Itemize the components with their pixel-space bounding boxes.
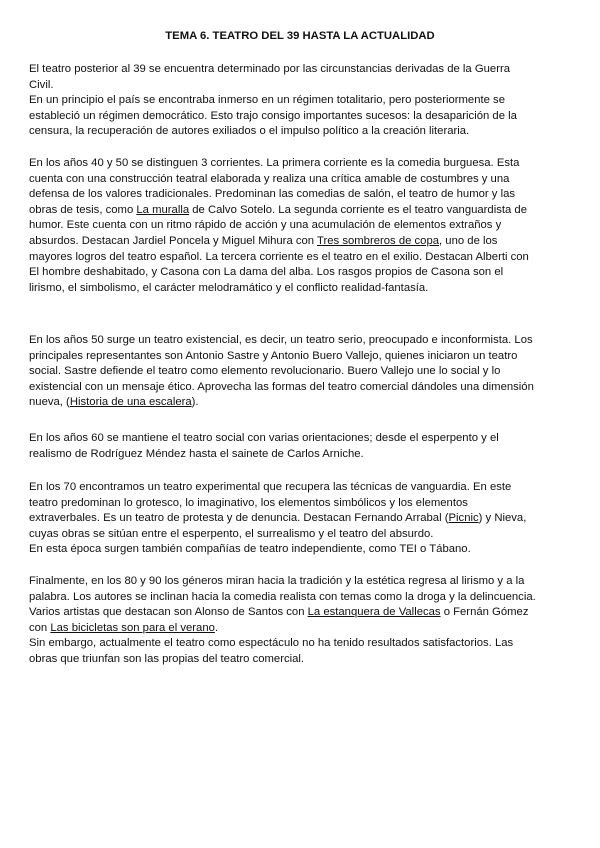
paragraph-60s — [29, 431, 577, 462]
text-run: palabra. Los autores se inclinan hacia la comedia realista con temas como la droga y la delincuencia. — [29, 590, 536, 603]
text-run: En esta época surgen también compañías de teatro independiente, como TEI o Tábano. — [29, 543, 471, 556]
text-line — [29, 652, 577, 668]
text-line — [29, 480, 577, 496]
text-run: principales representantes son Antonio Sastre y Antonio Buero Vallejo, quienes iniciaron un teatro — [29, 349, 518, 362]
text-run: ) y Nieva, — [478, 512, 527, 525]
text-run: . — [214, 621, 219, 634]
text-line — [29, 265, 577, 281]
work-title-historia-escalera: Historia de una escalera — [69, 396, 192, 409]
text-line — [29, 447, 577, 463]
text-run: Finalmente, en los 80 y 90 los géneros miran hacia la tradición y la estética regresa al lirismo y a la — [29, 575, 525, 587]
text-run: nueva, ( — [29, 396, 70, 409]
text-line — [29, 621, 577, 637]
text-line — [29, 109, 577, 125]
text-line — [29, 380, 577, 396]
paragraph-intro — [29, 62, 577, 140]
text-run: censura, la recuperación de autores exiliados o el impulso político a la creación literaria. — [29, 125, 470, 138]
text-run: estableció un régimen democrático. Esto trajo consigo importantes sucesos: la desaparición de la — [29, 109, 517, 122]
text-line — [29, 431, 577, 447]
work-title-la-muralla: La muralla — [136, 203, 190, 216]
text-run: En los años 60 se mantiene el teatro social con varias orientaciones; desde el esperpento y el — [29, 432, 499, 444]
text-run: cuenta con una construcción teatral elaborada y realiza una crítica amable de costumbres y una — [29, 172, 510, 185]
work-title-picnic: Picnic — [448, 512, 479, 525]
work-title-estanquera: La estanquera de Vallecas — [307, 606, 441, 619]
document-title: TEMA 6. TEATRO DEL 39 HASTA LA ACTUALIDAD — [165, 30, 435, 42]
text-run: , uno de los — [439, 234, 498, 247]
text-line — [29, 511, 577, 527]
text-line — [29, 364, 577, 380]
text-line — [29, 395, 577, 411]
text-line — [29, 218, 577, 234]
text-line — [29, 496, 577, 512]
paragraph-50s-existential — [29, 333, 577, 411]
text-line — [29, 542, 577, 558]
paragraph-80s-90s — [29, 574, 577, 668]
text-run: de Calvo Sotelo. La segunda corriente es el teatro vanguardista de — [189, 203, 527, 216]
text-line — [29, 349, 577, 365]
text-run: En los años 50 surge un teatro existencial, es decir, un teatro serio, preocupado e inconformista. Los — [29, 334, 533, 346]
text-run: Sin embargo, actualmente el teatro como espectáculo no ha tenido resultados satisfactorios. Las — [29, 637, 514, 650]
text-line — [29, 172, 577, 188]
text-line — [29, 93, 577, 109]
text-run: social. Sastre defiende el teatro como elemento revolucionario. Buero Vallejo une lo social y lo — [29, 365, 501, 378]
text-run: extraverbales. Es un teatro de protesta y de denuncia. Destacan Fernando Arrabal ( — [29, 512, 449, 525]
text-line — [29, 62, 577, 78]
text-run: El teatro posterior al 39 se encuentra determinado por las circunstancias derivadas de la Guerra — [29, 63, 511, 75]
text-run: existencial con un mensaje ético. Aprovecha las formas del teatro comercial dándoles una dimensión — [29, 380, 534, 393]
text-line — [29, 124, 577, 140]
paragraph-70s — [29, 480, 577, 558]
text-run: humor. Este cuenta con un ritmo rápido de acción y una acumulación de elementos extraños y — [29, 219, 502, 232]
text-run: absurdos. Destacan Jardiel Poncela y Miguel Mihura con — [29, 234, 318, 247]
text-run: obras que triunfan son las propias del teatro comercial. — [29, 652, 305, 665]
work-title-tres-sombreros: Tres sombreros de copa — [317, 234, 440, 247]
text-line — [29, 333, 577, 349]
text-run: En un principio el país se encontraba inmerso en un régimen totalitario, pero posteriormente se — [29, 94, 505, 107]
text-line — [29, 156, 577, 172]
text-run: cuyas obras se sitúan entre el esperpento, el surrealismo y el teatro del absurdo. — [29, 527, 434, 540]
text-run: defensa de los valores tradicionales. Predominan las comedias de salón, el teatro de humor y las — [29, 188, 516, 201]
text-run: obras de tesis, como — [29, 203, 137, 216]
text-run: El hombre deshabitado, y Casona con La dama del alba. Los rasgos propios de Casona son el — [29, 266, 504, 279]
text-run: Civil. — [29, 78, 54, 91]
text-line — [29, 234, 577, 250]
text-line — [29, 203, 577, 219]
text-line — [29, 187, 577, 203]
text-run: mayores logros del teatro español. La tercera corriente es el teatro en el exilio. Destacan Alberti con — [29, 250, 529, 263]
text-line — [29, 590, 577, 606]
text-run: lirismo, el simbolismo, el carácter melodramático y el conflicto realidad-fantasía. — [29, 281, 429, 294]
text-run: realismo de Rodríguez Méndez hasta el sainete de Carlos Arniche. — [29, 447, 364, 460]
text-run: ). — [191, 396, 199, 409]
text-run: teatro predominan lo grotesco, lo imaginativo, los elementos simbólicos y los elementos — [29, 496, 468, 509]
text-run: con — [29, 621, 51, 634]
text-line — [29, 605, 577, 621]
text-line — [29, 636, 577, 652]
text-line — [29, 527, 577, 543]
text-line — [29, 250, 577, 266]
work-title-bicicletas: Las bicicletas son para el verano — [50, 621, 215, 634]
text-run: Varios artistas que destacan son Alonso de Santos con — [29, 606, 308, 619]
paragraph-40s-50s — [29, 156, 577, 296]
text-run: En los años 40 y 50 se distinguen 3 corrientes. La primera corriente es la comedia burguesa. Esta — [29, 157, 520, 169]
text-line — [29, 281, 577, 297]
text-run: En los 70 encontramos un teatro experimental que recupera las técnicas de vanguardia. En este — [29, 481, 512, 493]
text-run: o Fernán Gómez — [440, 606, 529, 619]
text-line — [29, 78, 577, 94]
text-line — [29, 574, 577, 590]
